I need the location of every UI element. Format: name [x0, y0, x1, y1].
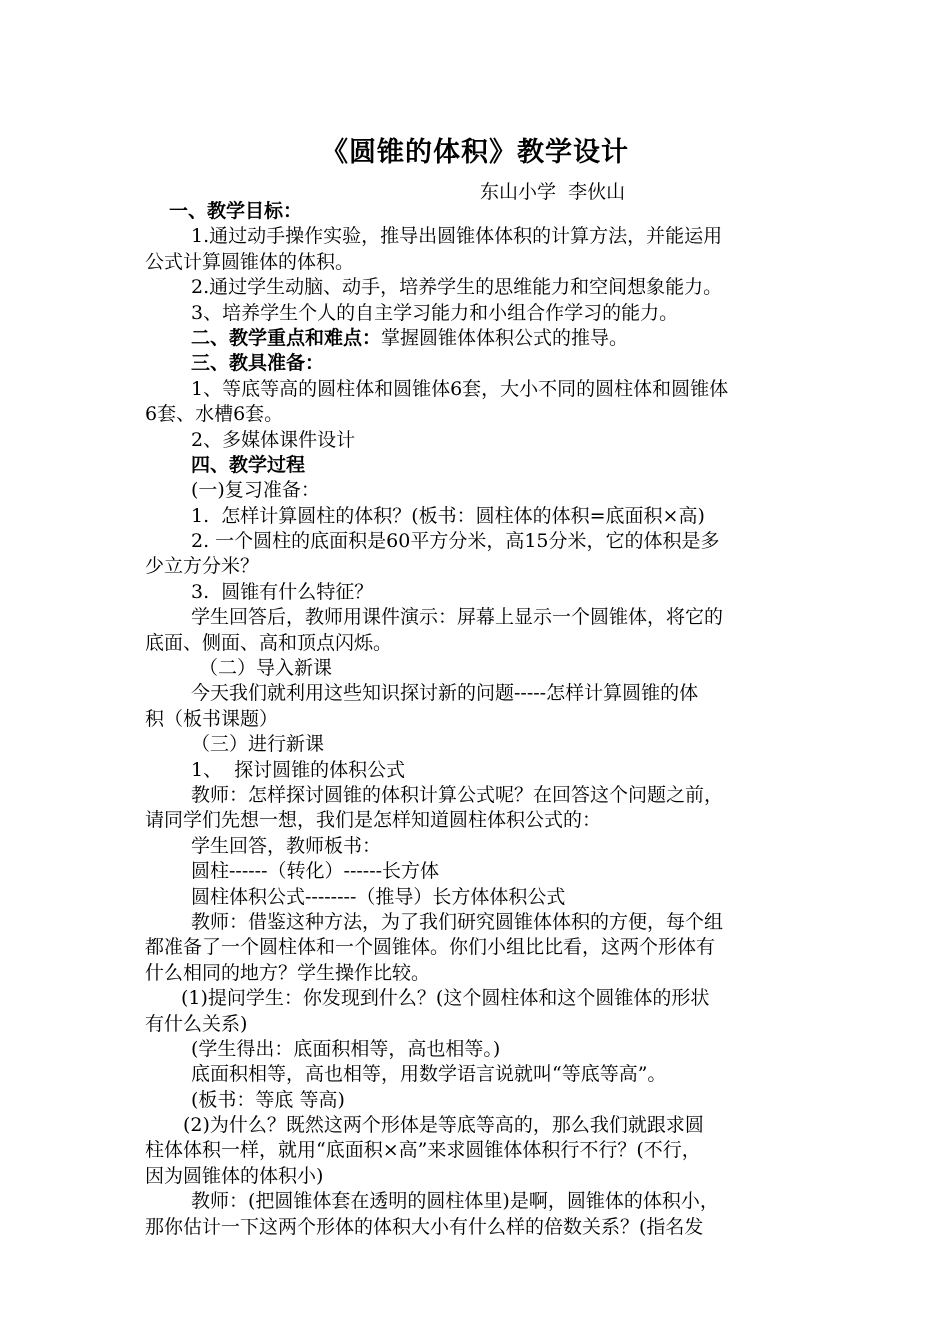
paragraph-line: 学生回答，教师板书： [191, 834, 382, 857]
paragraph-line: (学生得出：底面积相等，高也相等。) [191, 1037, 501, 1060]
paragraph-line: 圆柱------（转化）------长方体 [191, 860, 440, 883]
subsection-heading: （三）进行新课 [191, 733, 325, 756]
paragraph-line: 底面、侧面、高和顶点闪烁。 [145, 631, 393, 654]
paragraph-line: 底面积相等，高也相等，用数学语言说就叫“等底等高”。 [191, 1063, 667, 1086]
paragraph-line: (2)为什么？既然这两个形体是等底等高的，那么我们就跟求圆 [183, 1114, 704, 1137]
paragraph-line: 教师：怎样探讨圆锥的体积计算公式呢？在回答这个问题之前， [191, 783, 724, 806]
paragraph-line: 公式计算圆锥体的体积。 [145, 250, 355, 273]
paragraph-line: 学生回答后，教师用课件演示：屏幕上显示一个圆锥体，将它的 [191, 606, 724, 629]
section-heading: 二、教学重点和难点： [191, 326, 382, 349]
paragraph-line: 因为圆锥体的体积小) [145, 1164, 324, 1187]
paragraph-line: 1.通过动手操作实验，推导出圆锥体体积的计算方法，并能运用 [191, 225, 723, 248]
section-heading: 三、教具准备： [191, 352, 325, 375]
paragraph-line: 少立方分米？ [145, 555, 260, 578]
paragraph-line: 1、等底等高的圆柱体和圆锥体6套，大小不同的圆柱体和圆锥体 [191, 377, 729, 400]
paragraph-line: 有什么关系) [145, 1012, 248, 1035]
paragraph-line: 积（板书课题） [145, 707, 279, 730]
author-line: 东山小学 李伙山 [480, 181, 626, 203]
paragraph-line: 1、 探讨圆锥的体积公式 [191, 758, 406, 781]
subsection-heading: （二）导入新课 [199, 657, 333, 680]
paragraph-line: 那你估计一下这两个形体的体积大小有什么样的倍数关系？(指名发 [145, 1215, 704, 1238]
paragraph-line: (板书：等底 等高) [191, 1088, 345, 1111]
page-title: 《圆锥的体积》教学设计 [321, 137, 629, 168]
paragraph-line: 教师：(把圆锥体套在透明的圆柱体里)是啊，圆锥体的体积小， [191, 1190, 719, 1213]
paragraph-line: 圆柱体积公式--------（推导）长方体体积公式 [191, 885, 566, 908]
paragraph-line: 3、培养学生个人的自主学习能力和小组合作学习的能力。 [191, 301, 679, 324]
paragraph-line: 今天我们就利用这些知识探讨新的问题-----怎样计算圆锥的体 [191, 682, 699, 705]
section-heading: 一、教学目标： [169, 200, 303, 222]
paragraph-line: (一)复习准备： [191, 479, 320, 502]
inline-text: 掌握圆锥体体积公式的推导。 [381, 326, 629, 349]
paragraph-line: 都准备了一个圆柱体和一个圆锥体。你们小组比比看，这两个形体有 [145, 936, 716, 959]
paragraph-line: 6套、水槽6套。 [145, 403, 284, 426]
paragraph-line: 2. 一个圆柱的底面积是60平方分米，高15分米，它的体积是多 [191, 530, 720, 553]
paragraph-line: 2.通过学生动脑、动手，培养学生的思维能力和空间想象能力。 [191, 276, 723, 299]
paragraph-line: 2、多媒体课件设计 [191, 428, 356, 451]
paragraph-line: 3. 圆锥有什么特征？ [191, 580, 374, 603]
paragraph-line: 请同学们先想一想，我们是怎样知道圆柱体积公式的： [145, 809, 602, 832]
paragraph-line: (1)提问学生：你发现到什么？(这个圆柱体和这个圆锥体的形状 [181, 987, 710, 1010]
paragraph-line: 柱体体积一样，就用“底面积×高”来求圆锥体体积行不行？(不行， [145, 1139, 701, 1162]
section-heading: 四、教学过程 [191, 453, 306, 476]
paragraph-line [145, 326, 825, 351]
document-body [145, 199, 825, 1240]
paragraph-line: 什么相同的地方？学生操作比较。 [145, 961, 431, 984]
paragraph-line: 1. 怎样计算圆柱的体积？(板书：圆柱体的体积=底面积×高) [191, 504, 705, 527]
paragraph-line: 教师：借鉴这种方法，为了我们研究圆锥体体积的方便，每个组 [191, 910, 724, 933]
